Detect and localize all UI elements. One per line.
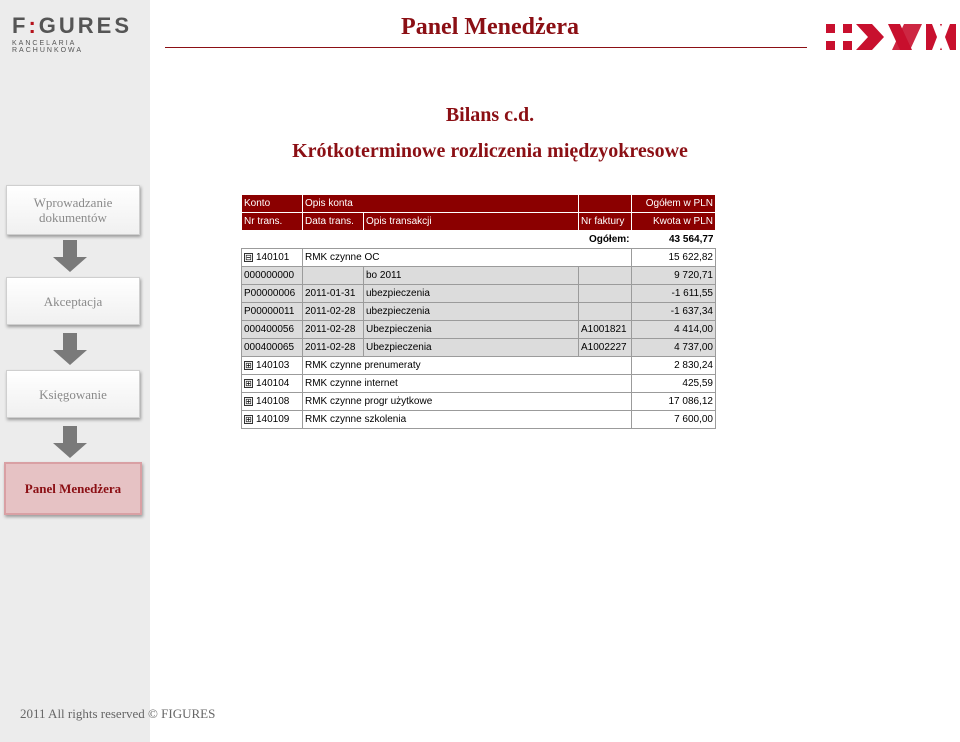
transaction-row	[242, 339, 716, 357]
logo-subtitle: KANCELARIA RACHUNKOWA	[12, 40, 84, 54]
transaction-number: P00000006	[242, 285, 303, 303]
amount-cell: -1 611,55	[632, 285, 716, 303]
invoice-number	[579, 267, 632, 285]
sidebar	[0, 0, 150, 742]
col-header-empty	[579, 195, 632, 213]
nav-panel-menedzera-button[interactable]	[4, 462, 142, 515]
transaction-row	[242, 321, 716, 339]
account-cell	[242, 357, 303, 375]
amount-cell: 425,59	[632, 375, 716, 393]
expand-toggle-icon[interactable]: ⊞	[245, 396, 252, 406]
amount-cell: 17 086,12	[632, 393, 716, 411]
account-group-row[interactable]	[242, 411, 716, 429]
invoice-number: A1001821	[579, 321, 632, 339]
transaction-number: 000400056	[242, 321, 303, 339]
header-divider	[165, 47, 807, 48]
account-group-row[interactable]	[242, 393, 716, 411]
amount-cell: 15 622,82	[632, 249, 716, 267]
col-header-ogolem: Ogółem w PLN	[632, 195, 716, 213]
footer-copyright: 2011 All rights reserved © FIGURES	[20, 706, 216, 721]
transaction-row	[242, 267, 716, 285]
col-header-kwota: Kwota w PLN	[632, 213, 716, 231]
invoice-number: A1002227	[579, 339, 632, 357]
transaction-description: ubezpieczenia	[364, 303, 579, 321]
nav-panel-menedzera-label: Panel Menedżera	[24, 481, 122, 496]
nav-wprowadzanie-label: Wprowadzanie dokumentów	[33, 195, 113, 225]
nav-akceptacja-button[interactable]	[6, 277, 140, 325]
amount-cell: 4 414,00	[632, 321, 716, 339]
total-value: 43 564,77	[669, 234, 714, 245]
page-title: Bilans c.d.	[445, 104, 535, 126]
col-header-opis-konta: Opis konta	[303, 195, 579, 213]
invoice-number	[579, 285, 632, 303]
transaction-row	[242, 303, 716, 321]
transaction-description: Ubezpieczenia	[364, 321, 579, 339]
col-header-opis-transakcji: Opis transakcji	[364, 213, 579, 231]
nav-ksiegowanie-label: Księgowanie	[39, 386, 107, 402]
account-description: RMK czynne szkolenia	[303, 411, 632, 429]
down-arrow-icon	[53, 333, 87, 365]
account-description: RMK czynne OC	[303, 249, 632, 267]
account-cell	[242, 375, 303, 393]
transaction-date: 2011-02-28	[303, 321, 364, 339]
table-header-row	[242, 195, 716, 213]
transaction-description: bo 2011	[364, 267, 579, 285]
account-group-row[interactable]	[242, 375, 716, 393]
page-subtitle: Krótkoterminowe rozliczenia międzyokresowe	[292, 140, 688, 162]
account-description: RMK czynne progr użytkowe	[303, 393, 632, 411]
account-number: 140109	[256, 414, 290, 425]
expand-toggle-icon[interactable]: ⊞	[245, 378, 252, 388]
transaction-date: 2011-02-28	[303, 339, 364, 357]
col-header-konto: Konto	[242, 195, 303, 213]
amount-cell: 2 830,24	[632, 357, 716, 375]
transaction-number: 000000000	[242, 267, 303, 285]
page-titles	[160, 103, 820, 163]
account-number: 140101	[256, 252, 290, 263]
expand-toggle-icon[interactable]: ⊞	[245, 414, 252, 424]
amount-cell: 4 737,00	[632, 339, 716, 357]
invoice-number	[579, 303, 632, 321]
account-cell	[242, 249, 303, 267]
down-arrow-icon	[53, 426, 87, 458]
account-number: 140104	[256, 378, 290, 389]
total-label: Ogółem:	[588, 234, 630, 245]
account-description: RMK czynne internet	[303, 375, 632, 393]
col-header-nr-trans: Nr trans.	[242, 213, 303, 231]
amount-cell: 7 600,00	[632, 411, 716, 429]
account-number: 140108	[256, 396, 290, 407]
account-number: 140103	[256, 360, 290, 371]
expand-toggle-icon[interactable]: ⊞	[245, 360, 252, 370]
logo-text-pre: F	[12, 13, 29, 38]
logo-text-accent: :	[28, 13, 39, 38]
account-cell	[242, 411, 303, 429]
down-arrow-icon	[53, 240, 87, 272]
header-title: Panel Menedżera	[401, 14, 579, 40]
col-header-nr-faktury: Nr faktury	[579, 213, 632, 231]
account-description: RMK czynne prenumeraty	[303, 357, 632, 375]
transaction-description: Ubezpieczenia	[364, 339, 579, 357]
transaction-row	[242, 285, 716, 303]
transaction-description: ubezpieczenia	[364, 285, 579, 303]
account-group-row[interactable]	[242, 249, 716, 267]
total-row	[242, 231, 716, 249]
transaction-number: 000400065	[242, 339, 303, 357]
transaction-number: P00000011	[242, 303, 303, 321]
transaction-date: 2011-01-31	[303, 285, 364, 303]
report-table	[241, 194, 716, 429]
account-cell	[242, 393, 303, 411]
amount-cell: -1 637,34	[632, 303, 716, 321]
account-group-row[interactable]	[242, 357, 716, 375]
logo-text-post: GURES	[38, 13, 133, 38]
nav-ksiegowanie-button[interactable]	[6, 370, 140, 418]
amount-cell: 9 720,71	[632, 267, 716, 285]
nav-wprowadzanie-button[interactable]	[6, 185, 140, 235]
table-header-row	[242, 213, 716, 231]
nav-akceptacja-label: Akceptacja	[43, 293, 103, 309]
transaction-date	[303, 267, 364, 285]
col-header-data-trans: Data trans.	[303, 213, 364, 231]
transaction-date: 2011-02-28	[303, 303, 364, 321]
brand-logo-icon	[826, 24, 956, 50]
expand-toggle-icon[interactable]: ⊟	[245, 252, 252, 262]
figures-logo	[12, 14, 142, 54]
